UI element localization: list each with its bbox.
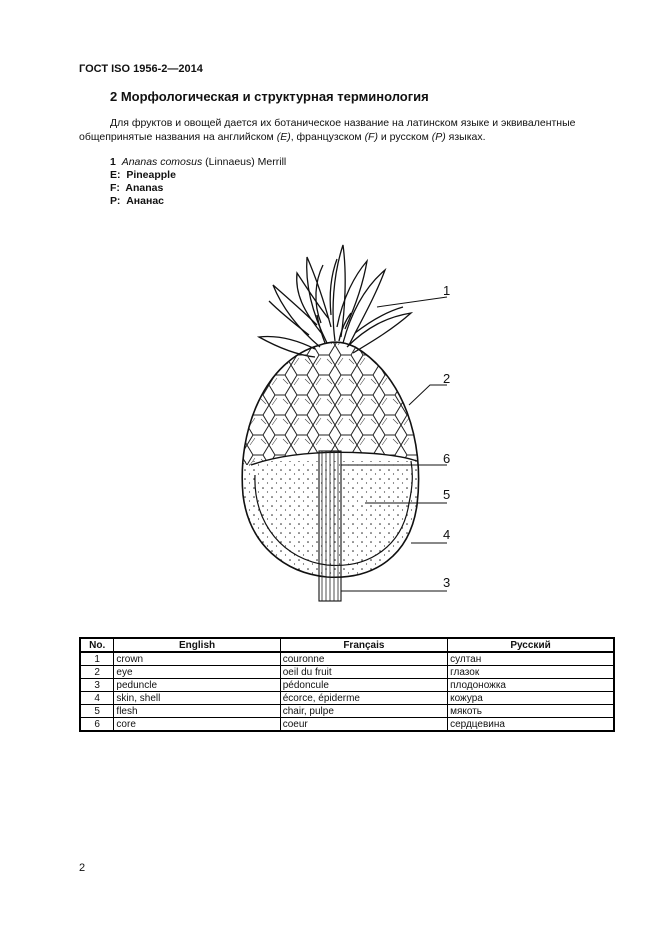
intro-line-2 (79, 130, 614, 144)
intro-mid-2: и русском (377, 131, 432, 143)
term-english-line (110, 169, 286, 182)
cell-no: 5 (80, 705, 114, 718)
terminology-table (79, 637, 615, 732)
document-header: ГОСТ ISO 1956-2—2014 (79, 63, 203, 75)
table-row (80, 652, 614, 666)
cell-no: 4 (80, 692, 114, 705)
term-french-line (110, 182, 286, 195)
french-tag: (F) (364, 131, 378, 143)
callout-5-label: 5 (443, 487, 451, 502)
cell-russian: султан (448, 652, 614, 666)
crown-leaves (259, 245, 411, 357)
intro-suffix: языках. (445, 131, 486, 143)
english-label: E: (110, 169, 121, 181)
table-row (80, 718, 614, 732)
page-number: 2 (79, 862, 86, 874)
callout-2-label: 2 (443, 371, 451, 386)
cell-russian: плодоножка (448, 679, 614, 692)
cell-english: flesh (114, 705, 280, 718)
table-row (80, 666, 614, 679)
callout-3-label: 3 (443, 575, 451, 590)
cell-russian: сердцевина (448, 718, 614, 732)
cell-no: 6 (80, 718, 114, 732)
callout-labels (443, 283, 450, 590)
french-value: Ananas (125, 182, 164, 194)
table-row (80, 692, 614, 705)
intro-line2-prefix: общепринятые названия на английском (79, 131, 277, 143)
term-number: 1 (110, 156, 116, 168)
cell-english: eye (114, 666, 280, 679)
cell-no: 3 (80, 679, 114, 692)
pineapple-figure (225, 215, 465, 610)
callout-1-label: 1 (443, 283, 451, 298)
callout-6-label: 6 (443, 451, 451, 466)
cell-english: crown (114, 652, 280, 666)
col-header-french: Français (280, 638, 447, 652)
english-tag: (E) (276, 131, 291, 143)
english-value: Pineapple (126, 169, 176, 181)
callout-4-label: 4 (443, 527, 451, 542)
cell-russian: мякоть (448, 705, 614, 718)
cell-french: écorce, épiderme (280, 692, 447, 705)
cell-english: skin, shell (114, 692, 280, 705)
col-header-english: English (114, 638, 280, 652)
term-block (110, 156, 286, 208)
cell-english: core (114, 718, 280, 732)
cell-french: pédoncule (280, 679, 447, 692)
intro-mid-1: , французском (290, 131, 365, 143)
term-latin-line (110, 156, 286, 169)
cell-french: oeil du fruit (280, 666, 447, 679)
table-row (80, 705, 614, 718)
cell-no: 2 (80, 666, 114, 679)
cell-russian: кожура (448, 692, 614, 705)
term-russian-line (110, 195, 286, 208)
latin-name: Ananas comosus (121, 156, 203, 168)
section-title: 2 Морфологическая и структурная терминология (110, 89, 429, 104)
french-label: F: (110, 182, 120, 194)
col-header-russian: Русский (448, 638, 614, 652)
russian-label: Р: (110, 195, 121, 207)
table-row (80, 679, 614, 692)
intro-paragraph (79, 116, 614, 144)
cell-russian: глазок (448, 666, 614, 679)
cell-english: peduncle (114, 679, 280, 692)
cell-french: coeur (280, 718, 447, 732)
latin-authority: (Linnaeus) Merrill (205, 156, 287, 168)
russian-value: Ананас (126, 195, 165, 207)
cell-no: 1 (80, 652, 114, 666)
intro-line-1: Для фруктов и овощей дается их ботаническое название на латинском языке и эквивалентные (110, 117, 576, 129)
cell-french: chair, pulpe (280, 705, 447, 718)
pineapple-drawing (225, 215, 465, 610)
col-header-no: No. (80, 638, 114, 652)
russian-tag: (Р) (431, 131, 446, 143)
table-header-row (80, 638, 614, 652)
cell-french: couronne (280, 652, 447, 666)
